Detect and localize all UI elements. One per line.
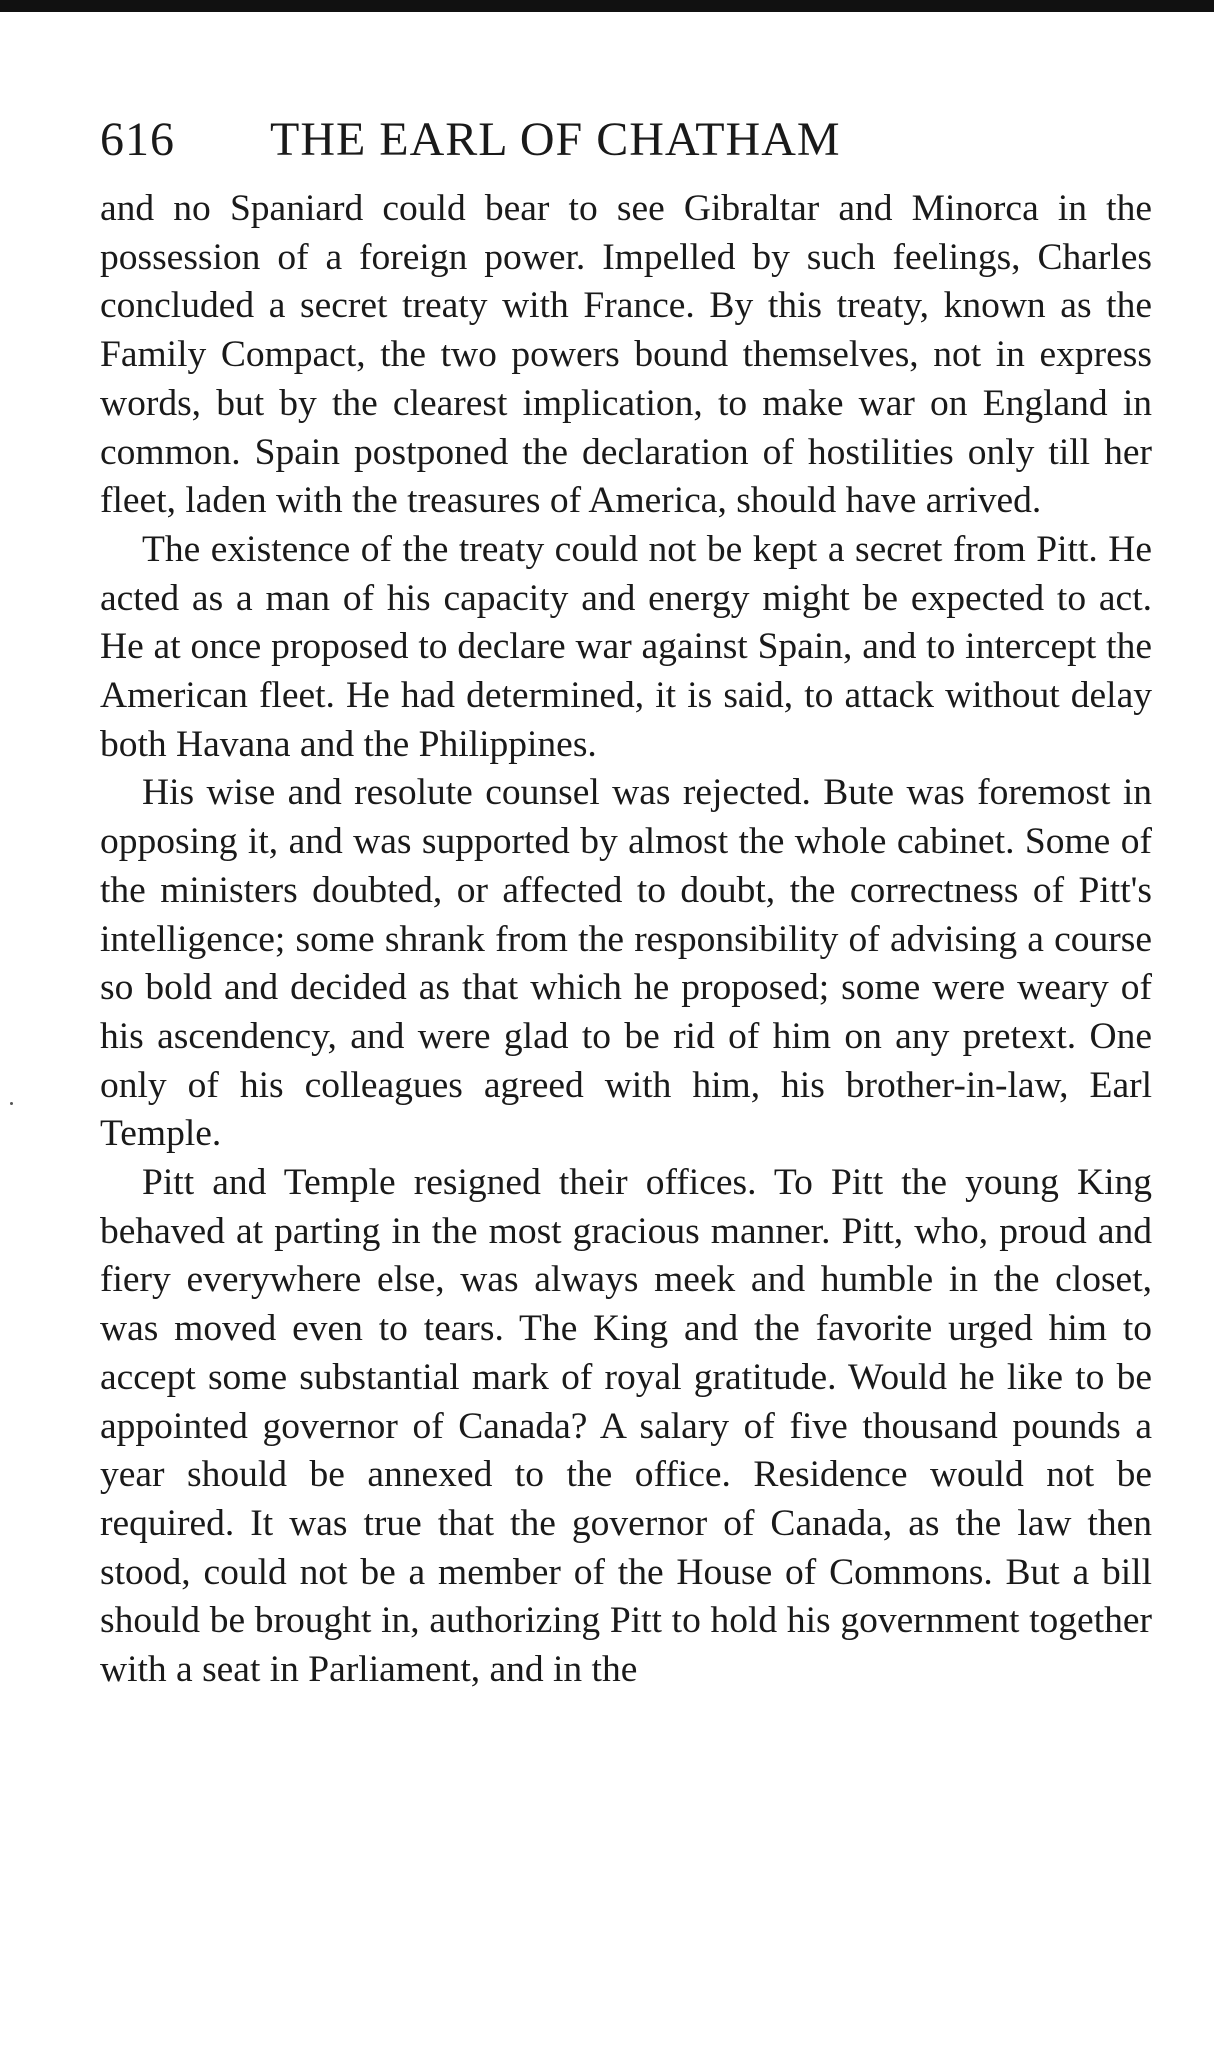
paragraph-counsel-rejected: His wise and resolute counsel was rejected. Bute was foremost in opposing it, and was supported by almost the whole cabinet. Some of the ministers doubted, or affected to doubt, the correctness of Pitt's intelligence; some shrank from the responsibility of advising a course so bold and decided as that which he proposed; some were weary of his ascendency, and were glad to be rid of him on any pretext. One only of his colleagues agreed with him, his brother-in-law, Earl Temple. (100, 772, 1152, 1155)
paragraph-continued: and no Spaniard could bear to see Gibraltar and Minorca in the possession of a foreign power. Impelled by such feelings, Charles concluded a secret treaty with France. By this treaty, known as the Family Compact, the two powers bound themselves, not in express words, but by the clearest implication, to make war on England in common. Spain postponed the declaration of hostilities only till her fleet, laden with the treasures of America, should have arrived. (100, 188, 1152, 522)
book-page (100, 95, 1152, 1695)
body-text (100, 185, 1152, 1695)
top-rule (0, 0, 1214, 12)
page-number: 616 (100, 113, 175, 166)
running-title: THE EARL OF CHATHAM (270, 113, 841, 166)
paragraph-resignation: Pitt and Temple resigned their offices. To Pitt the young King behaved at parting in the most gracious manner. Pitt, who, proud and fiery everywhere else, was always meek and humble in the closet, was moved even to tears. The King and the favorite urged him to accept some substantial mark of royal gratitude. Would he like to be appointed governor of Canada? A salary of five thousand pounds a year should be annexed to the office. Residence would not be required. It was true that the governor of Canada, as the law then stood, could not be a member of the House of Commons. But a bill should be brought in, authorizing Pitt to hold his government together with a seat in Parliament, and in the (100, 1162, 1152, 1691)
page-speck (10, 1102, 13, 1105)
running-head (100, 95, 1152, 185)
paragraph-treaty-secret: The existence of the treaty could not be kept a secret from Pitt. He acted as a man of his capacity and energy might be expected to act. He at once proposed to declare war against Spain, and to intercept the American fleet. He had determined, it is said, to attack without delay both Havana and the Philippines. (100, 528, 1152, 765)
